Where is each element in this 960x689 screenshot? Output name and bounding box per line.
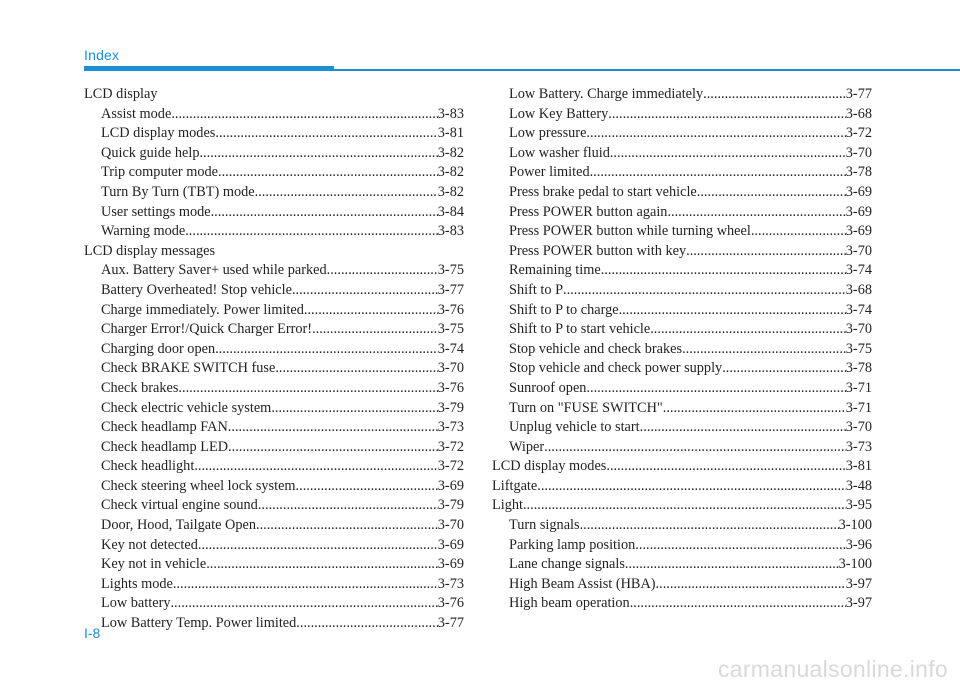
dot-leader — [170, 594, 437, 614]
index-page-ref: 3-69 — [845, 223, 872, 240]
index-entry — [492, 536, 872, 556]
index-term: Assist mode — [101, 105, 172, 122]
index-term: LCD display modes — [492, 458, 607, 475]
dot-leader — [663, 399, 846, 419]
index-page-ref: 3-83 — [437, 105, 464, 122]
index-entry — [84, 340, 464, 360]
index-term: Warning mode — [101, 223, 186, 240]
index-page-ref: 3-71 — [845, 379, 872, 396]
index-page-ref: 3-69 — [437, 477, 464, 494]
index-page-ref: 3-96 — [845, 536, 872, 553]
index-term: Low washer fluid — [509, 144, 610, 161]
index-entry — [84, 203, 464, 223]
index-entry — [84, 124, 464, 144]
dot-leader — [215, 340, 438, 360]
index-entry — [492, 124, 872, 144]
dot-leader — [218, 163, 438, 183]
index-entry — [492, 222, 872, 242]
index-page-ref: 3-70 — [845, 419, 872, 436]
index-entry — [84, 496, 464, 516]
index-page-ref: 3-70 — [845, 144, 872, 161]
index-page-ref: 3-74 — [845, 262, 872, 279]
index-term: User settings mode — [101, 203, 211, 220]
index-term: Lane change signals — [509, 556, 625, 573]
index-page-ref: 3-77 — [437, 615, 464, 632]
index-term: Shift to P to start vehicle — [509, 321, 651, 338]
dot-leader — [271, 399, 437, 419]
index-page-ref: 3-79 — [437, 497, 464, 514]
index-term: Check headlight — [101, 458, 195, 475]
index-entry — [492, 144, 872, 164]
index-entry — [84, 594, 464, 614]
index-entry — [84, 457, 464, 477]
index-entry — [84, 359, 464, 379]
index-term: Stop vehicle and check power supply — [509, 360, 723, 377]
index-entry — [492, 399, 872, 419]
index-term: Battery Overheated! Stop vehicle — [101, 281, 292, 298]
index-page-ref: 3-73 — [437, 419, 464, 436]
index-term: Aux. Battery Saver+ used while parked — [101, 262, 327, 279]
index-term: High beam operation — [509, 595, 630, 612]
index-term: Trip computer mode — [101, 164, 219, 181]
dot-leader — [544, 438, 846, 458]
index-entry — [84, 281, 464, 301]
index-page-ref: 3-75 — [845, 340, 872, 357]
index-term: Check brakes — [101, 379, 179, 396]
dot-leader — [199, 144, 437, 164]
index-term: Check headlamp LED — [101, 438, 229, 455]
index-page-ref: 3-69 — [845, 203, 872, 220]
dot-leader — [751, 222, 846, 242]
page-number: I-8 — [84, 625, 101, 641]
index-page-ref: 3-81 — [437, 125, 464, 142]
index-page-ref: 3-79 — [437, 399, 464, 416]
index-term: Shift to P to charge — [509, 301, 619, 318]
index-entry — [84, 320, 464, 340]
index-entry — [84, 163, 464, 183]
index-entry — [492, 242, 872, 262]
index-entry — [84, 477, 464, 497]
index-term: Press POWER button while turning wheel — [509, 223, 751, 240]
index-term: High Beam Assist (HBA) — [509, 575, 656, 592]
index-entry — [492, 203, 872, 223]
index-entry — [492, 105, 872, 125]
dot-leader — [198, 536, 438, 556]
dot-leader — [656, 575, 846, 595]
index-entry — [84, 85, 464, 105]
index-entry — [84, 144, 464, 164]
dot-leader — [185, 222, 438, 242]
index-term: Parking lamp position — [509, 536, 636, 553]
index-page-ref: 3-72 — [437, 458, 464, 475]
dot-leader — [580, 516, 839, 536]
index-entry — [84, 242, 464, 262]
dot-leader — [650, 320, 846, 340]
index-entry — [492, 379, 872, 399]
index-page-ref: 3-70 — [437, 517, 464, 534]
dot-leader — [312, 320, 438, 340]
dot-leader — [590, 163, 846, 183]
index-entry — [492, 359, 872, 379]
dot-leader — [640, 418, 846, 438]
index-page-ref: 3-76 — [437, 379, 464, 396]
index-term: Shift to P — [509, 281, 564, 298]
index-page-ref: 3-71 — [845, 399, 872, 416]
index-page-ref: 3-76 — [437, 595, 464, 612]
watermark: carmanualsonline.info — [717, 656, 948, 682]
dot-leader — [215, 124, 437, 144]
dot-leader — [296, 477, 438, 497]
dot-leader — [228, 418, 438, 438]
index-page-ref: 3-82 — [437, 144, 464, 161]
index-term: Quick guide help — [101, 144, 200, 161]
index-entry — [84, 555, 464, 575]
index-entry — [492, 85, 872, 105]
index-page-ref: 3-68 — [845, 105, 872, 122]
dot-leader — [211, 203, 438, 223]
index-term: Stop vehicle and check brakes — [509, 340, 683, 357]
index-page-ref: 3-74 — [845, 301, 872, 318]
index-term: Door, Hood, Tailgate Open — [101, 517, 256, 534]
index-page-ref: 3-70 — [845, 242, 872, 259]
index-page-ref: 3-82 — [437, 183, 464, 200]
dot-leader — [630, 594, 846, 614]
index-term: LCD display — [84, 86, 158, 102]
index-term: Low Battery. Charge immediately — [509, 86, 704, 102]
index-term: Charger Error!/Quick Charger Error! — [101, 321, 313, 338]
index-term: Low pressure — [509, 125, 587, 142]
index-term: Press brake pedal to start vehicle — [509, 183, 697, 200]
dot-leader — [292, 281, 438, 301]
dot-leader — [537, 477, 846, 497]
index-entry — [84, 536, 464, 556]
index-term: Turn By Turn (TBT) mode — [101, 183, 255, 200]
dot-leader — [703, 85, 846, 105]
index-page-ref: 3-69 — [437, 536, 464, 553]
index-term: Lights mode — [101, 575, 173, 592]
index-entry — [492, 320, 872, 340]
index-page-ref: 3-95 — [845, 497, 872, 514]
index-entry — [84, 575, 464, 595]
index-term: Wiper — [509, 438, 545, 455]
index-page-ref: 3-76 — [437, 301, 464, 318]
index-entry — [492, 183, 872, 203]
index-entry — [492, 457, 872, 477]
index-entry — [84, 399, 464, 419]
dot-leader — [686, 242, 846, 262]
index-term: LCD display modes — [101, 125, 216, 142]
index-page-ref: 3-48 — [845, 477, 872, 494]
index-term: Turn on "FUSE SWITCH" — [509, 399, 663, 416]
dot-leader — [667, 203, 845, 223]
index-page-ref: 3-69 — [845, 183, 872, 200]
index-page-ref: 3-70 — [845, 321, 872, 338]
index-entry — [492, 340, 872, 360]
index-term: LCD display messages — [84, 242, 216, 259]
index-entry — [84, 379, 464, 399]
index-term: Light — [492, 497, 523, 514]
index-term: Low Battery Temp. Power limited — [101, 615, 297, 632]
dot-leader — [610, 144, 846, 164]
index-page-ref: 3-78 — [845, 360, 872, 377]
index-page-ref: 3-75 — [437, 321, 464, 338]
index-term: Press POWER button again — [509, 203, 668, 220]
dot-leader — [178, 379, 437, 399]
index-entry — [84, 301, 464, 321]
index-term: Check BRAKE SWITCH fuse — [101, 360, 276, 377]
index-page-ref: 3-78 — [845, 164, 872, 181]
section-title: Index — [84, 47, 120, 63]
index-entry — [84, 418, 464, 438]
dot-leader — [255, 183, 438, 203]
dot-leader — [619, 301, 846, 321]
index-term: Remaining time — [509, 262, 601, 279]
index-page-ref: 3-97 — [845, 575, 872, 592]
index-entry — [84, 183, 464, 203]
dot-leader — [256, 516, 438, 536]
index-page-ref: 3-82 — [437, 164, 464, 181]
index-entry — [492, 163, 872, 183]
index-column-right — [492, 85, 872, 614]
dot-leader — [304, 301, 438, 321]
index-page-ref: 3-100 — [838, 517, 872, 534]
index-entry — [492, 477, 872, 497]
dot-leader — [601, 261, 846, 281]
index-term: Low Key Battery — [509, 105, 609, 122]
dot-leader — [682, 340, 846, 360]
index-entry — [492, 575, 872, 595]
index-page-ref: 3-73 — [437, 575, 464, 592]
dot-leader — [194, 457, 437, 477]
index-page-ref: 3-72 — [845, 125, 872, 142]
index-page-ref: 3-77 — [845, 86, 872, 102]
dot-leader — [586, 379, 845, 399]
index-page-ref: 3-81 — [845, 458, 872, 475]
index-page-ref: 3-72 — [437, 438, 464, 455]
index-entry — [492, 438, 872, 458]
index-column-left — [84, 85, 464, 634]
dot-leader — [258, 496, 438, 516]
dot-leader — [697, 183, 846, 203]
index-page-ref: 3-73 — [845, 438, 872, 455]
index-term: Turn signals — [509, 517, 580, 534]
index-term: Key not detected — [101, 536, 198, 553]
dot-leader — [635, 536, 845, 556]
index-page-ref: 3-83 — [437, 223, 464, 240]
index-entry — [84, 614, 464, 634]
index-term: Check headlamp FAN — [101, 419, 228, 436]
index-entry — [492, 261, 872, 281]
index-term: Charge immediately. Power limited — [101, 301, 304, 318]
index-entry — [492, 301, 872, 321]
index-term: Charging door open — [101, 340, 216, 357]
index-term: Unplug vehicle to start — [509, 419, 640, 436]
index-entry — [84, 105, 464, 125]
index-page-ref: 3-97 — [845, 595, 872, 612]
index-entry — [84, 261, 464, 281]
index-entry — [492, 594, 872, 614]
dot-leader — [606, 457, 845, 477]
dot-leader — [625, 555, 839, 575]
header-rule-thin — [334, 69, 960, 71]
dot-leader — [586, 124, 845, 144]
index-term: Low battery — [101, 595, 171, 612]
index-entry — [492, 418, 872, 438]
index-entry — [84, 438, 464, 458]
dot-leader — [206, 555, 438, 575]
index-page-ref: 3-77 — [437, 281, 464, 298]
index-entry — [84, 516, 464, 536]
index-entry — [492, 496, 872, 516]
index-term: Press POWER button with key — [509, 242, 687, 259]
dot-leader — [608, 105, 846, 125]
index-term: Check virtual engine sound — [101, 497, 258, 514]
index-page-ref: 3-75 — [437, 262, 464, 279]
index-term: Power limited — [509, 164, 590, 181]
index-term: Check steering wheel lock system — [101, 477, 296, 494]
dot-leader — [523, 496, 846, 516]
index-page-ref: 3-70 — [437, 360, 464, 377]
dot-leader — [327, 261, 438, 281]
index-term: Check electric vehicle system — [101, 399, 272, 416]
dot-leader — [296, 614, 437, 634]
dot-leader — [275, 359, 437, 379]
index-entry — [492, 281, 872, 301]
index-entry — [84, 222, 464, 242]
index-page-ref: 3-74 — [437, 340, 464, 357]
index-page-ref: 3-100 — [838, 556, 872, 573]
index-term: Key not in vehicle — [101, 556, 207, 573]
index-page-ref: 3-68 — [845, 281, 872, 298]
index-page-ref: 3-69 — [437, 556, 464, 573]
index-entry — [492, 516, 872, 536]
dot-leader — [171, 105, 437, 125]
dot-leader — [173, 575, 438, 595]
index-term: Liftgate — [492, 477, 538, 494]
dot-leader — [722, 359, 846, 379]
index-term: Sunroof open — [509, 379, 587, 396]
dot-leader — [563, 281, 846, 301]
index-entry — [492, 555, 872, 575]
dot-leader — [228, 438, 438, 458]
index-page-ref: 3-84 — [437, 203, 464, 220]
header-rule-thick — [84, 66, 334, 71]
